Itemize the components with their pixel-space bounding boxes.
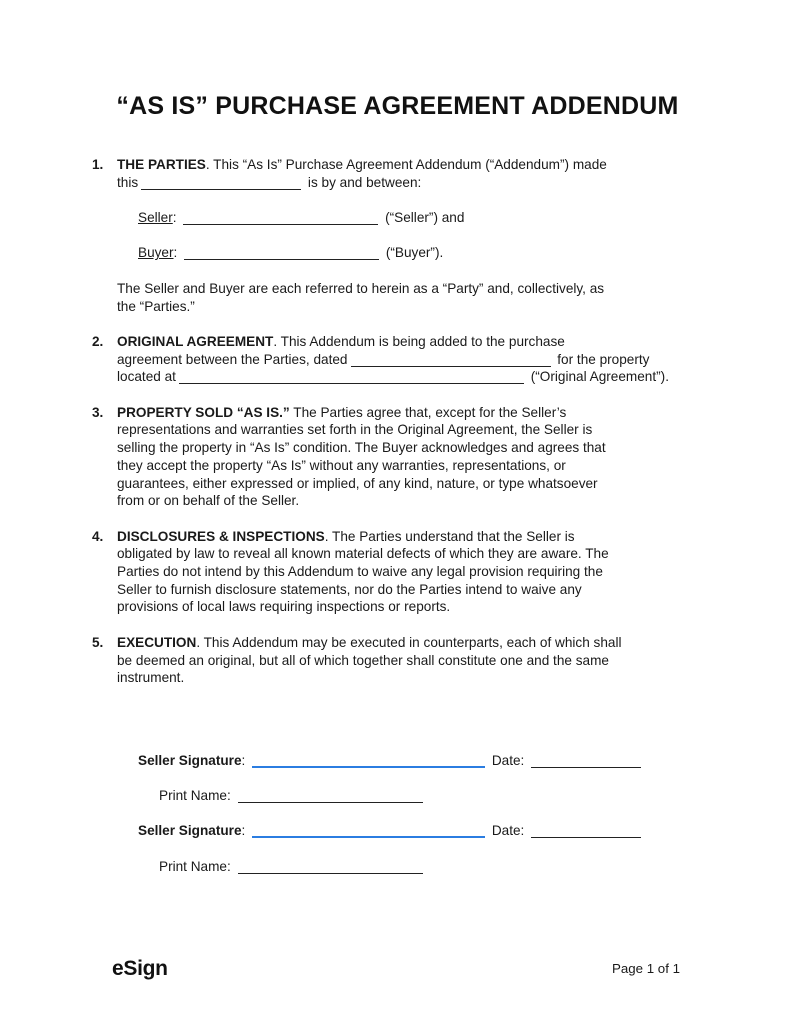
text-run: : [241, 752, 250, 768]
paragraph [117, 528, 703, 617]
page-number: Page 1 of 1 [611, 961, 680, 977]
text-run: : [173, 245, 182, 261]
seller-label: Seller [138, 210, 173, 226]
section-heading: ORIGINAL AGREEMENT [117, 333, 274, 349]
text-line [117, 598, 703, 616]
text-run: selling the property in “As Is” condition. The Buyer acknowledges and agrees that [117, 440, 606, 456]
signature-label: Seller Signature [138, 752, 242, 768]
text-run: for the property [553, 351, 650, 367]
text-line [117, 528, 703, 546]
text-line [117, 492, 703, 510]
section-number: 4. [92, 528, 104, 544]
text-run: from or on behalf of the Seller. [117, 493, 300, 509]
paragraph [117, 280, 703, 315]
section-the-parties [92, 156, 703, 333]
text-line [117, 457, 703, 475]
seller-name-blank[interactable] [183, 210, 378, 225]
text-run: be deemed an original, but all of which together shall constitute one and the same [117, 652, 609, 668]
print-name-field-2[interactable] [238, 859, 423, 874]
section-content [117, 333, 703, 404]
print-name-label: Print Name: [159, 788, 235, 804]
paragraph [138, 209, 703, 227]
paragraph [159, 858, 703, 876]
section-heading: THE PARTIES [117, 157, 206, 172]
text-line [117, 368, 703, 386]
text-line [117, 351, 703, 369]
text-run: this [117, 174, 139, 190]
text-run: they accept the property “As Is” without any warranties, representations, or [117, 457, 566, 473]
text-run: guarantees, either expressed or implied, of any kind, nature, or type whatsoever [117, 475, 598, 491]
text-run: . This Addendum may be executed in counterparts, each of which shall [196, 634, 622, 650]
text-run: instrument. [117, 670, 185, 686]
seller-signature-field-1[interactable] [252, 752, 485, 768]
text-run: (“Original Agreement”). [526, 369, 669, 385]
signature-block-seller-signature-1 [138, 752, 703, 805]
text-run: located at [117, 369, 176, 385]
text-line [117, 298, 703, 316]
print-name-label: Print Name: [159, 858, 235, 874]
text-run: (“Buyer”). [382, 245, 444, 261]
signature-label: Seller Signature [138, 823, 242, 839]
text-run: the “Parties.” [117, 298, 195, 314]
text-line [117, 439, 703, 457]
signature-date-field-2[interactable] [531, 823, 641, 838]
text-line [117, 545, 703, 563]
section-execution [92, 634, 703, 705]
section-disclosures-inspections [92, 528, 703, 634]
text-line [117, 404, 703, 422]
text-run: (“Seller”) and [381, 210, 465, 226]
section-number: 5. [92, 634, 104, 650]
text-run: representations and warranties set forth in the Original Agreement, the Seller is [117, 422, 593, 438]
text-run: : [241, 823, 250, 839]
addendum-date-blank[interactable] [141, 175, 301, 190]
text-line [117, 156, 703, 174]
paragraph [138, 752, 703, 770]
text-line [117, 421, 703, 439]
text-line [138, 209, 703, 227]
section-content [117, 528, 703, 634]
section-number: 1. [92, 157, 104, 172]
section-content [117, 634, 703, 705]
buyer-label: Buyer [138, 245, 174, 261]
text-run: Date: [488, 752, 529, 768]
section-content [117, 404, 703, 528]
text-line [117, 280, 703, 298]
text-run: provisions of local laws requiring inspections or reports. [117, 599, 451, 615]
buyer-name-blank[interactable] [184, 245, 379, 260]
signature-date-field-1[interactable] [531, 753, 641, 768]
document-title: “AS IS” PURCHASE AGREEMENT ADDENDUM [116, 92, 679, 120]
text-run: The Parties agree that, except for the Seller’s [289, 404, 567, 420]
text-run: . This “As Is” Purchase Agreement Addendum (“Addendum”) made [205, 157, 607, 172]
text-run: . The Parties understand that the Seller is [324, 528, 575, 544]
section-content [117, 156, 703, 333]
print-name-field-1[interactable] [238, 788, 423, 803]
text-run: obligated by law to reveal all known material defects of which they are aware. The [117, 546, 609, 562]
paragraph [138, 244, 703, 262]
text-line [117, 581, 703, 599]
agreement-date-blank[interactable] [351, 352, 551, 367]
section-heading: EXECUTION [117, 634, 197, 650]
text-run: is by and between: [304, 174, 422, 190]
text-run: Parties do not intend by this Addendum to waive any legal provision requiring the [117, 564, 603, 580]
text-run: Date: [488, 823, 529, 839]
section-property-sold-as-is [92, 404, 703, 528]
text-line [117, 652, 703, 670]
text-line [117, 563, 703, 581]
paragraph [138, 822, 703, 840]
paragraph [117, 333, 703, 386]
text-line [117, 475, 703, 493]
text-line [138, 822, 703, 840]
text-line [159, 787, 703, 805]
text-line [138, 752, 703, 770]
paragraph [117, 156, 703, 191]
text-run: . This Addendum is being added to the purchase [273, 333, 565, 349]
esign-logo: eSign [112, 957, 168, 980]
text-run: The Seller and Buyer are each referred to herein as a “Party” and, collectively, as [117, 280, 605, 296]
section-heading: DISCLOSURES & INSPECTIONS [117, 528, 325, 544]
text-run: agreement between the Parties, dated [117, 351, 348, 367]
text-line [117, 634, 703, 652]
property-address-blank[interactable] [179, 369, 524, 384]
seller-signature-field-2[interactable] [252, 822, 485, 838]
paragraph [117, 404, 703, 510]
page-footer [112, 958, 680, 980]
text-line [117, 333, 703, 351]
signature-area [138, 752, 703, 876]
sections [92, 156, 703, 705]
text-run: : [172, 210, 181, 226]
section-original-agreement [92, 333, 703, 404]
text-run: Seller to furnish disclosure statements, nor do the Parties intend to waive any [117, 581, 582, 597]
section-number: 2. [92, 333, 104, 349]
text-line [159, 858, 703, 876]
text-line [117, 669, 703, 687]
paragraph [117, 634, 703, 687]
text-line [117, 174, 703, 192]
section-number: 3. [92, 404, 104, 420]
section-heading: PROPERTY SOLD “AS IS.” [117, 404, 290, 420]
signature-block-seller-signature-2 [138, 822, 703, 875]
text-line [138, 244, 703, 262]
paragraph [159, 787, 703, 805]
